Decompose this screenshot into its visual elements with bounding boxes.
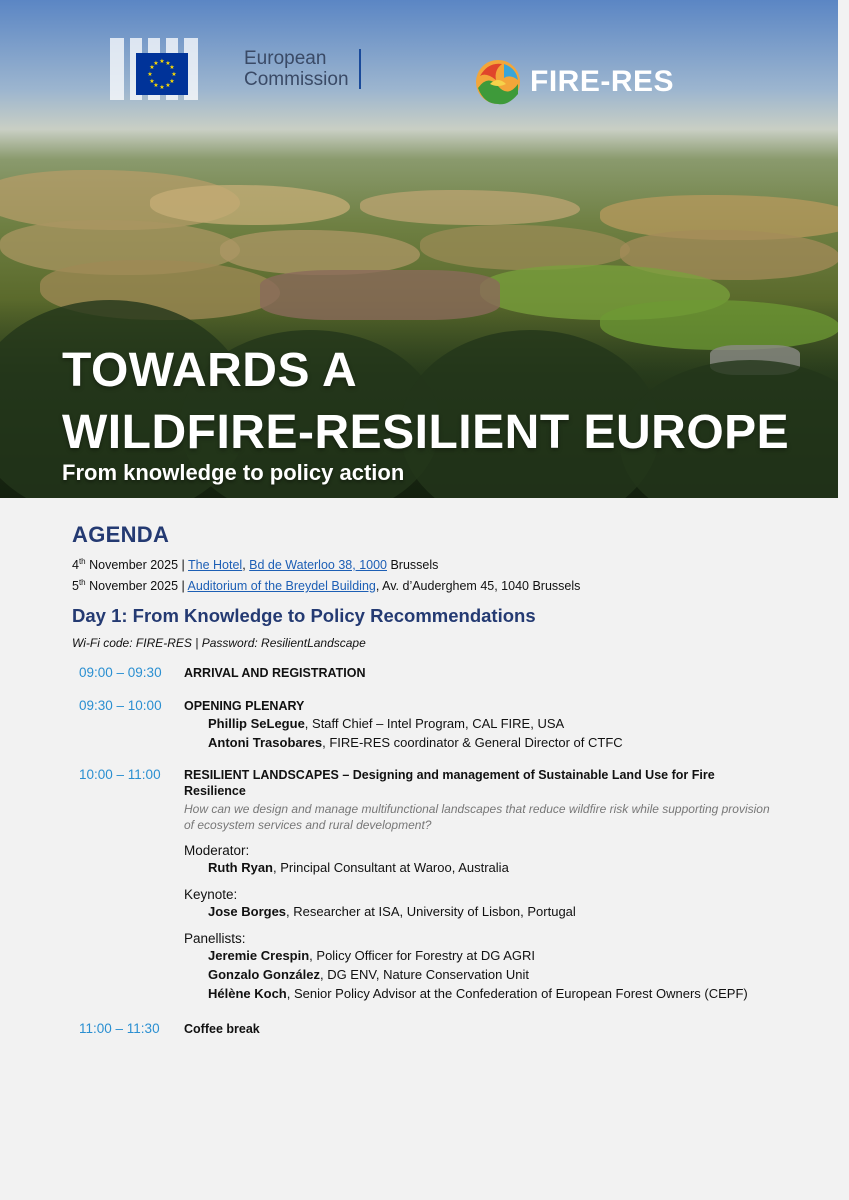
slot-title: ARRIVAL AND REGISTRATION: [184, 666, 366, 680]
speaker: [184, 714, 774, 733]
svg-text:★: ★: [149, 64, 155, 71]
svg-text:★: ★: [165, 60, 171, 67]
wifi-info: Wi-Fi code: FIRE-RES | Password: ResilientLandscape: [72, 636, 366, 650]
svg-text:★: ★: [165, 82, 171, 89]
date-1-sep: ,: [242, 558, 250, 573]
speaker-role: , Senior Policy Advisor at the Confederation of European Forest Owners (CEPF): [286, 986, 748, 1001]
speaker-name: Phillip SeLegue: [208, 716, 305, 731]
speaker-name: Antoni Trasobares: [208, 735, 323, 750]
hero-title: [62, 340, 789, 464]
venue-link-address[interactable]: Bd de Waterloo 38, 1000: [249, 558, 387, 573]
speaker-role: , Researcher at ISA, University of Lisbon, Portugal: [286, 904, 576, 919]
day1-heading: Day 1: From Knowledge to Policy Recommendations: [72, 605, 536, 626]
fire-res-logo[interactable]: [474, 58, 674, 106]
panellist: [184, 965, 774, 984]
date-line-2: [72, 574, 580, 595]
speaker-role: , Staff Chief – Intel Program, CAL FIRE, USA: [304, 716, 565, 731]
speaker-name: Hélène Koch: [208, 986, 287, 1001]
ec-logo-divider: [359, 49, 361, 89]
slot-title: RESILIENT LANDSCAPES – Designing and management of Sustainable Land Use for Fire Resilience: [184, 768, 715, 798]
svg-text:★: ★: [159, 84, 165, 91]
date-1-text: November 2025 |: [85, 558, 189, 573]
eu-flag-icon: [110, 38, 202, 100]
ec-logo-line2: Commission: [244, 69, 349, 90]
moderator: [184, 858, 774, 877]
speaker-role: , Principal Consultant at Waroo, Australia: [273, 860, 509, 875]
speaker-role: , DG ENV, Nature Conservation Unit: [319, 967, 530, 982]
svg-text:★: ★: [153, 60, 159, 67]
agenda-heading: AGENDA: [72, 522, 170, 547]
slot-time: 10:00 – 11:00: [79, 767, 161, 782]
speaker-name: Gonzalo González: [208, 967, 320, 982]
speaker: [184, 733, 774, 752]
speaker-name: Jose Borges: [208, 904, 287, 919]
svg-text:★: ★: [149, 78, 155, 85]
venue-link-the-hotel[interactable]: The Hotel: [188, 558, 243, 573]
ec-logo-line1: European: [244, 48, 327, 69]
svg-text:★: ★: [169, 78, 175, 85]
svg-text:★: ★: [147, 71, 153, 78]
speaker-name: Ruth Ryan: [208, 860, 273, 875]
hero-title-line1: TOWARDS A: [62, 344, 358, 397]
keynote-label: Keynote:: [184, 887, 238, 902]
date-2-sup: th: [78, 578, 86, 588]
panellist: [184, 946, 774, 965]
slot-time: 09:00 – 09:30: [79, 665, 162, 680]
ec-logo-text: [244, 48, 349, 90]
hero-subtitle: From knowledge to policy action: [62, 460, 405, 485]
venue-link-breydel[interactable]: Auditorium of the Breydel Building: [187, 579, 376, 594]
date-1-tail: Brussels: [387, 558, 439, 573]
date-1-sup: th: [78, 557, 86, 566]
slot-title: OPENING PLENARY: [184, 699, 305, 713]
event-dates: [72, 553, 580, 595]
slot-time: 09:30 – 10:00: [79, 698, 162, 713]
svg-text:★: ★: [169, 64, 175, 71]
speaker-name: Jeremie Crespin: [208, 948, 310, 963]
hero-title-line2: WILDFIRE-RESILIENT EUROPE: [62, 406, 790, 459]
date-2-text: November 2025 |: [85, 579, 188, 594]
date-line-1: [72, 553, 580, 574]
date-2-day: 5: [72, 579, 79, 594]
slot-time: 11:00 – 11:30: [79, 1021, 160, 1036]
european-commission-logo[interactable]: [110, 38, 361, 100]
svg-text:★: ★: [171, 71, 177, 78]
svg-text:★: ★: [159, 58, 165, 65]
keynote-speaker: [184, 902, 774, 921]
date-1-day: 4: [72, 558, 79, 573]
svg-text:★: ★: [153, 82, 159, 89]
slot-title: Coffee break: [184, 1022, 260, 1036]
session-question: How can we design and manage multifunctional landscapes that reduce wildfire risk while supporting provision of ecosystem services and rural development?: [184, 802, 770, 832]
speaker-role: , FIRE-RES coordinator & General Director of CTFC: [322, 735, 623, 750]
fire-res-flame-icon: [474, 58, 522, 106]
hero-banner: [0, 0, 838, 498]
panellists-label: Panellists:: [184, 931, 246, 946]
speaker-role: , Policy Officer for Forestry at DG AGRI: [309, 948, 536, 963]
panellist: [184, 984, 774, 1003]
moderator-label: Moderator:: [184, 843, 250, 858]
date-2-tail: , Av. d’Auderghem 45, 1040 Brussels: [375, 579, 581, 594]
fire-res-logo-text: FIRE-RES: [530, 65, 675, 98]
